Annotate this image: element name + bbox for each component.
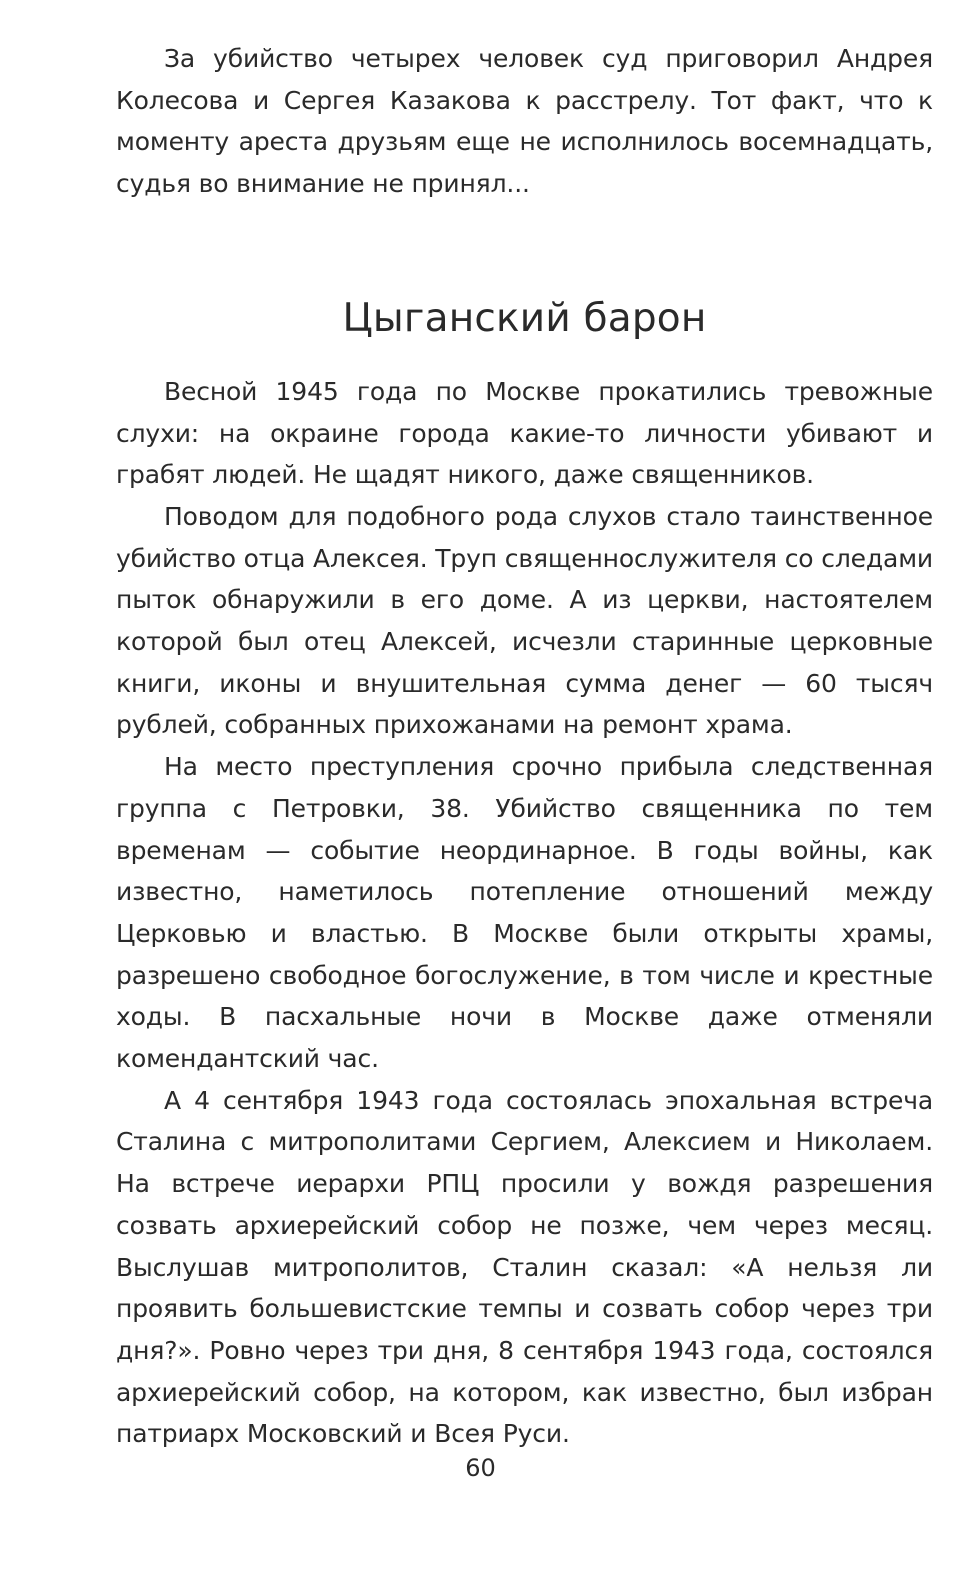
- paragraph-4: А 4 сентября 1943 года состоялась эпохальная встреча Сталина с митрополитами Сергием, Алексием и Николаем. На встрече иерархи РПЦ просили у вождя разрешения созвать архиерейский собор не позже, чем через месяц. Выслушав митрополитов, Сталин сказал: «А нельзя ли проявить большевистские темпы и созвать собор через три дня?». Ровно через три дня, 8 сентября 1943 года, состоялся архиерейский собор, на котором, как известно, был избран патриарх Московский и Всея Руси.: [116, 1085, 933, 1449]
- section-title: Цыганский барон: [342, 295, 707, 341]
- paragraph-3: На место преступления срочно прибыла следственная группа с Петровки, 38. Убийство священника по тем временам — событие неординарное. В годы войны, как известно, наметилось потепление отношений между Церковью и властью. В Москве были открыты храмы, разрешено свободное богослужение, в том числе и крестные ходы. В пасхальные ночи в Москве даже отменяли комендантский час.: [116, 752, 933, 1074]
- intro-block: [116, 38, 933, 205]
- page-body: [116, 38, 933, 1538]
- intro-paragraph: За убийство четырех человек суд приговорил Андрея Колесова и Сергея Казакова к расстрелу. Тот факт, что к моменту ареста друзьям еще не исполнилось восемнадцать, судья во внимание не принял...: [116, 44, 933, 199]
- section-text: [116, 371, 933, 1455]
- page-number: 60: [465, 1454, 496, 1482]
- section-heading-wrap: [116, 295, 933, 343]
- paragraph-1: Весной 1945 года по Москве прокатились тревожные слухи: на окраине города какие-то личности убивают и грабят людей. Не щадят никого, даже священников.: [116, 376, 933, 490]
- paragraph-2: Поводом для подобного рода слухов стало таинственное убийство отца Алексея. Труп священнослужителя со следами пыток обнаружили в его доме. А из церкви, настоятелем которой был отец Алексей, исчезли старинные церковные книги, иконы и внушительная сумма денег — 60 тысяч рублей, собранных прихожанами на ремонт храма.: [116, 501, 934, 740]
